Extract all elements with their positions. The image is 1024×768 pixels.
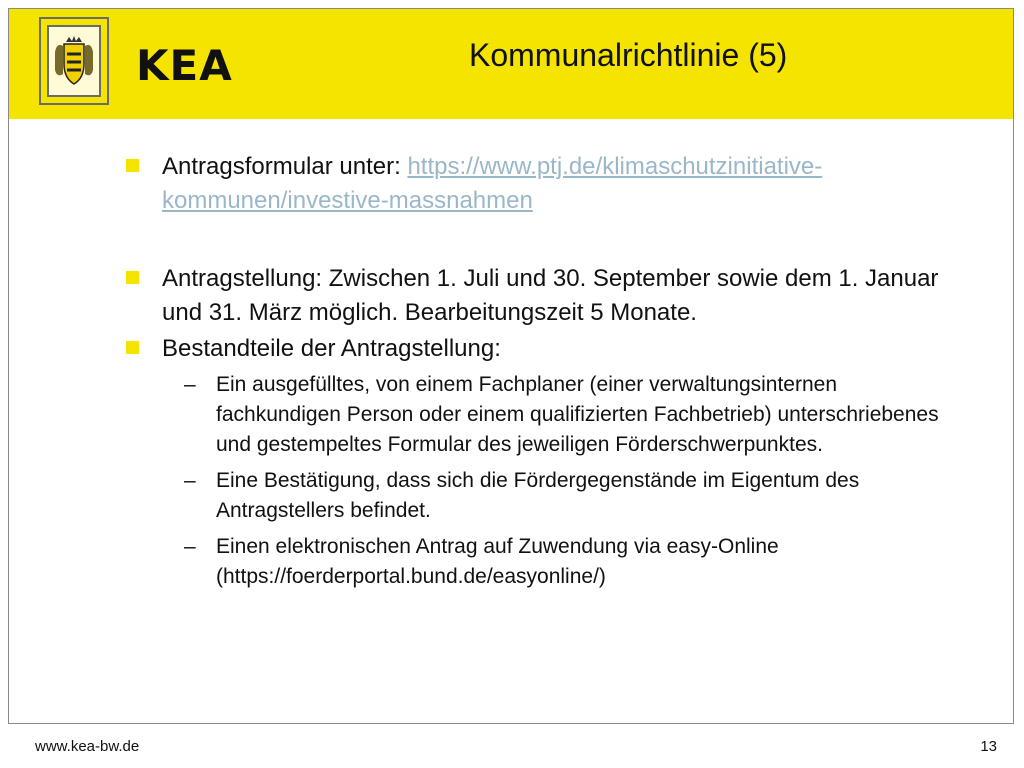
coat-of-arms-icon	[53, 34, 95, 88]
bullet-text: Antragstellung: Zwischen 1. Juli und 30. September sowie dem 1. Januar und 31. März möglich. Bearbeitungszeit 5 Monate.	[162, 265, 939, 326]
dash-marker: –	[184, 469, 196, 492]
bullet-item	[126, 150, 966, 218]
dash-marker: –	[184, 535, 196, 558]
content	[126, 150, 966, 592]
logo-inner	[47, 25, 101, 97]
bullet-item	[126, 332, 966, 366]
sub-list-item	[126, 370, 966, 460]
bullet-text: Bestandteile der Antragstellung:	[162, 335, 501, 362]
dash-marker: –	[184, 373, 196, 396]
sub-list-item	[126, 532, 966, 592]
bullet-text: Antragsformular unter:	[162, 153, 408, 180]
sub-list-item	[126, 466, 966, 526]
sub-text: Einen elektronischen Antrag auf Zuwendung via easy-Online (https://foerderportal.bund.de/easyonline/)	[216, 535, 779, 588]
header-bar	[9, 9, 1013, 119]
brand-name: KEA	[136, 41, 233, 90]
sub-text: Eine Bestätigung, dass sich die Fördergegenstände im Eigentum des Antragstellers befindet.	[216, 469, 860, 522]
form-link[interactable]: https://www.ptj.de/klimaschutzinitiative-kommunen/investive-massnahmen	[162, 153, 823, 214]
footer-url: www.kea-bw.de	[35, 738, 140, 755]
logo	[39, 17, 109, 105]
header-divider	[9, 119, 461, 121]
sub-text: Ein ausgefülltes, von einem Fachplaner (einer verwaltungsinternen fachkundigen Person oder einem qualifizierten Fachbetrieb) unterschriebenes und gestempeltes Formular des jeweiligen Förderschwerpunktes.	[216, 373, 939, 456]
page-number: 13	[980, 738, 997, 755]
page-title: Kommunalrichtlinie (5)	[469, 37, 788, 73]
bullet-item	[126, 262, 966, 330]
